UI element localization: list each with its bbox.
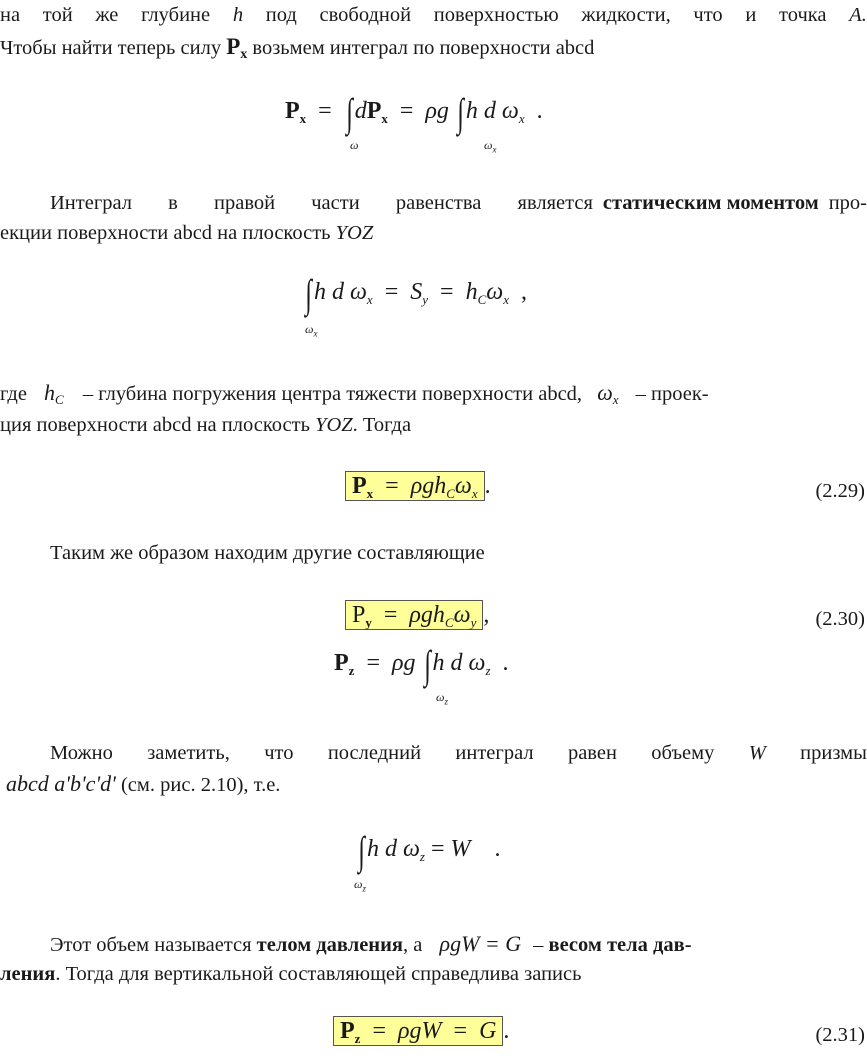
integral-limit: $\omega_z$	[354, 877, 366, 894]
text-fragment: . Тогда для вертикальной составляющей справедлива запись	[55, 963, 582, 985]
text-fragment: екции поверхности abcd на плоскость	[0, 222, 336, 244]
formula-pz-integral: $P_z = \rho g$ ∫h d $\omega_z$ .	[334, 642, 509, 687]
word: на	[0, 4, 21, 26]
symbol-hc: hC	[44, 380, 64, 407]
symbol-sub: x	[240, 47, 248, 62]
text-line-4	[0, 220, 867, 246]
text-fragment: , а	[403, 934, 423, 956]
formula-2-30: $P_y = \rho gh_C\omega_y$ ,	[345, 600, 489, 638]
text-line-2	[0, 34, 867, 68]
text-line-9	[0, 771, 867, 798]
text-fragment: –	[533, 934, 549, 956]
text-fragment: про-	[828, 192, 867, 214]
word: той	[42, 4, 73, 26]
text-line-3	[50, 190, 867, 216]
word: части	[311, 192, 360, 214]
symbol-p: P	[226, 34, 241, 59]
text-fragment: где	[0, 383, 27, 405]
word: является	[517, 192, 593, 214]
formula-2-29: $P_x = \rho gh_C\omega_x$ .	[345, 471, 491, 509]
word: равен	[567, 742, 617, 764]
word: призмы	[800, 742, 867, 764]
word: же	[95, 4, 119, 26]
word: равенства	[395, 192, 482, 214]
word: h	[232, 4, 244, 26]
text-fragment: Этот объем называется	[50, 934, 257, 956]
word: в	[168, 192, 178, 214]
inline-formula: ρgW = G	[439, 931, 522, 956]
symbol-omega-x: ωx	[597, 380, 619, 407]
text-line-1	[0, 2, 867, 28]
word: последний	[327, 742, 422, 764]
italic-term: YOZ	[335, 222, 374, 244]
text-line-10	[50, 931, 867, 958]
text-fragment: Таким же образом находим другие составляющие	[50, 542, 485, 564]
text-fragment: ция поверхности abcd на плоскость	[0, 414, 316, 436]
bold-term: ления	[0, 963, 56, 985]
integral-limit: $\omega_x$	[305, 322, 318, 339]
word: W	[748, 742, 766, 764]
word: и	[745, 4, 757, 26]
word: интеграл	[455, 742, 534, 764]
text-fragment: возьмем интеграл по поверхности abcd	[247, 37, 595, 59]
equation-number: (2.30)	[815, 608, 865, 630]
text-line-5	[0, 380, 867, 413]
text-line-11	[0, 961, 867, 987]
bold-term: статическим моментом	[602, 192, 819, 214]
formula-static-moment: ∫h d $\omega_x = S_y = h_C\omega_x$ ,	[305, 271, 527, 316]
bold-term: весом тела дав-	[548, 934, 692, 956]
text-fragment: (см. рис. 2.10), т.е.	[115, 774, 281, 796]
integral-limit: $\omega_z$	[436, 690, 448, 707]
word: поверхностью	[433, 4, 559, 26]
text-fragment: . Тогда	[352, 414, 412, 436]
word: Интеграл	[50, 192, 132, 214]
italic-term: abcd a'b'c'd'	[6, 771, 116, 796]
text-fragment: Чтобы найти теперь силу	[0, 37, 227, 59]
word: Можно	[50, 742, 113, 764]
text-line-8	[50, 740, 867, 766]
text-fragment: – глубина погружения центра тяжести поверхности abcd,	[82, 383, 583, 405]
text-line-6	[0, 412, 867, 438]
word: свободной	[319, 4, 412, 26]
word: A.	[849, 4, 867, 26]
word: объему	[651, 742, 715, 764]
word: под	[265, 4, 297, 26]
equation-number: (2.29)	[815, 480, 865, 502]
text-line-7	[50, 540, 867, 566]
integral-limit: ω	[350, 138, 359, 152]
formula-2-31: $P_z = \rho gW = G$ .	[333, 1016, 509, 1054]
word: правой	[214, 192, 276, 214]
equation-number: (2.31)	[815, 1024, 865, 1046]
word: глубине	[141, 4, 211, 26]
formula-px-integral: $P_x = \int dP_x = \rho g$ ∫h d $\omega_x$ .	[285, 90, 543, 135]
bold-term: телом давления	[256, 934, 404, 956]
formula-volume: ∫h d $\omega_z = W$ .	[358, 828, 501, 873]
text-fragment: – проек-	[635, 383, 709, 405]
word: точка	[779, 4, 827, 26]
italic-term: YOZ	[315, 414, 353, 436]
integral-limit: $\omega_x$	[484, 138, 497, 155]
word: жидкости,	[581, 4, 671, 26]
word: что	[693, 4, 723, 26]
word: что	[264, 742, 294, 764]
word: заметить,	[147, 742, 230, 764]
